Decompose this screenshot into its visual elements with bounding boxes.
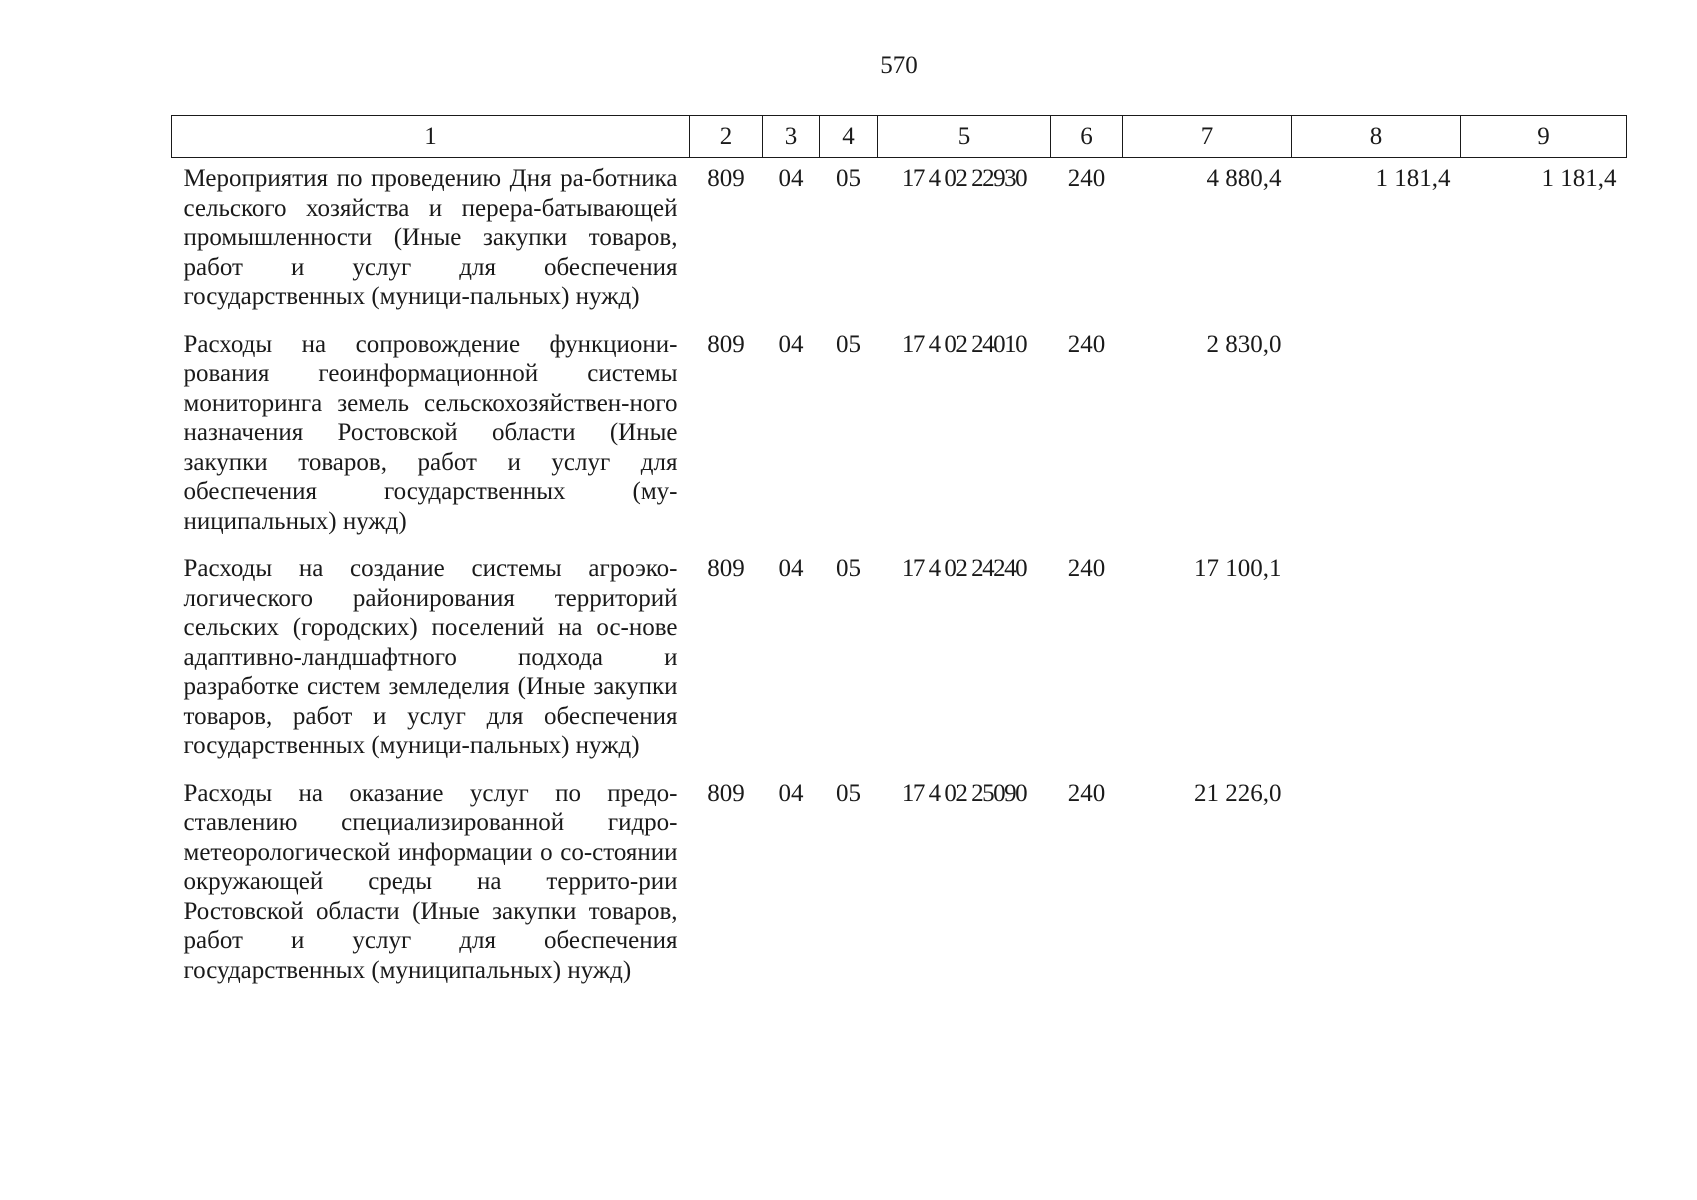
cell-ministry-code: 809 [707,330,745,358]
column-header-4: 4 [820,116,878,158]
cell-subsection: 05 [836,330,861,358]
cell-amount-col9: 1 181,4 [1541,165,1617,192]
column-header-2: 2 [690,116,763,158]
cell-amount-col7: 4 880,4 [1206,165,1282,192]
cell-target-article: 17 4 02 22930 [901,165,1027,192]
cell-section: 04 [778,330,804,358]
cell-amount-col8 [1292,773,1461,998]
cell-section: 04 [778,165,804,192]
row-description: Расходы на оказание услуг по предо-ставлению специализированной гидро-метеорологической информации о со-стоянии окружающей среды на террито-рии Ростовской области (Иные закупки товаров, работ и услуг для обеспечения государственных (муниципальных) нужд) [183,779,678,984]
column-header-7: 7 [1123,116,1292,158]
cell-amount-col7: 2 830,0 [1206,330,1282,358]
cell-subsection: 05 [836,779,861,807]
cell-subsection: 05 [836,555,861,582]
cell-target-article: 17 4 02 24010 [901,330,1027,358]
cell-amount-col7: 17 100,1 [1194,555,1282,582]
cell-subsection: 05 [836,165,861,192]
column-header-3: 3 [763,116,820,158]
column-header-1: 1 [172,116,690,158]
table-row [172,548,1627,773]
cell-ministry-code: 809 [707,779,745,807]
budget-table [171,115,1627,997]
column-header-9: 9 [1461,116,1627,158]
page-number: 570 [880,52,918,79]
column-header-6: 6 [1051,116,1123,158]
column-header-8: 8 [1292,116,1461,158]
cell-expense-type: 240 [1067,779,1106,807]
table-row [172,158,1627,324]
table-row [172,773,1627,998]
header-row [172,116,1627,158]
cell-amount-col9 [1461,324,1627,549]
cell-section: 04 [778,555,804,582]
cell-section: 04 [778,779,804,807]
cell-target-article: 17 4 02 25090 [901,779,1027,807]
cell-amount-col8 [1292,548,1461,773]
cell-expense-type: 240 [1067,165,1106,192]
cell-expense-type: 240 [1067,330,1106,358]
cell-amount-col8 [1292,324,1461,549]
table-row [172,324,1627,549]
row-description: Расходы на сопровождение функциони-рования геоинформационной системы мониторинга земель сельскохозяйствен-ного назначения Ростовской области (Иные закупки товаров, работ и услуг для обеспечения государственных (му-ниципальных) нужд) [183,330,678,535]
cell-ministry-code: 809 [707,165,745,192]
column-header-5: 5 [878,116,1051,158]
cell-amount-col7: 21 226,0 [1194,779,1282,807]
cell-amount-col9 [1461,773,1627,998]
cell-expense-type: 240 [1067,555,1106,582]
row-description: Мероприятия по проведению Дня ра-ботника сельского хозяйства и перера-батывающей промышленности (Иные закупки товаров, работ и услуг для обеспечения государственных (муници-пальных) нужд) [183,165,678,310]
cell-target-article: 17 4 02 24240 [901,555,1027,582]
cell-ministry-code: 809 [707,555,745,582]
cell-amount-col8: 1 181,4 [1375,165,1451,192]
cell-amount-col9 [1461,548,1627,773]
row-description: Расходы на создание системы агроэко-логического районирования территорий сельских (городских) поселений на ос-нове адаптивно-ландшафтного подхода и разработке систем земледелия (Иные закупки товаров, работ и услуг для обеспечения государственных (муници-пальных) нужд) [183,555,678,759]
